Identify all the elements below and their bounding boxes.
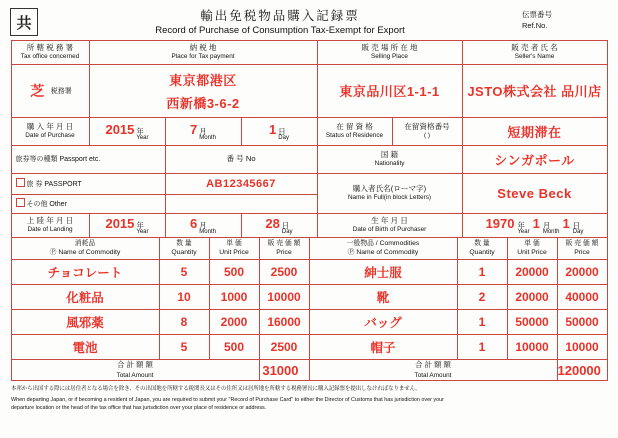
commodities-table [11,237,608,382]
general-qty-1: 2 [457,285,507,310]
passport-header-row [11,145,607,173]
purchaser-section-table [11,117,608,238]
birth-day-value: 1 [562,215,570,231]
general-price-2: 50000 [557,310,607,335]
consumable-name-3: 電池 [11,335,159,360]
cell-landing-year: 2015 年 Year [89,213,165,237]
cell-passport-number-label: 番 号 No [165,145,317,173]
cell-birth-label: 生 年 月 日 Date of Birth of Purchaser [317,213,462,237]
cell-general-label: 一般物品 / Commodities Ⓟ Name of Commodity [309,237,457,260]
cell-purchase-month: 7 月 Month [165,117,241,145]
consumable-qty-1: 10 [159,285,209,310]
cell-tax-office-label: 所 轄 税 務 署 Tax office concerned [11,41,89,65]
birth-year-value: 1970 [485,215,515,231]
cell-birth-value: 1970 年 Year 1 月 Month 1 日 Day [462,213,607,237]
consumable-price-1: 10000 [259,285,309,310]
name-in-full-value: Steve Beck [497,185,572,201]
general-qty-2: 1 [457,310,507,335]
consumable-name-2: 風邪薬 [11,310,159,335]
seller-section-table [11,40,608,118]
tax-office-value: 芝 [30,82,45,99]
table-row [11,260,607,285]
cell-place-label: 納 税 地 Place for Tax payment [89,41,317,65]
general-total-value: 120000 [557,360,607,381]
cell-passport-row-label: 旅 券 PASSPORT [11,173,165,194]
general-name-1: 靴 [309,285,457,310]
cell-seller-name-label: 販 売 者 氏 名 Seller's Name [462,41,607,65]
ref-label-en: Ref.No. [522,21,548,31]
purchase-day-value: 1 [269,121,277,137]
general-price-0: 20000 [557,260,607,285]
cell-general-total-label: 合 計 額 額 Total Amount [309,360,557,381]
footnote-en-line1: When departing Japan, or if becoming a resident of Japan, you are required to submit your "Record of Purchase Card" to either the Director of Customs that has jurisdiction over your [11,396,444,403]
table-row [11,310,607,335]
general-name-3: 帽子 [309,335,457,360]
landing-day-value: 28 [265,215,280,231]
consumable-name-0: チョコレート [11,260,159,285]
kyo-seal-icon: 共 [10,8,38,36]
document-header [0,0,618,38]
cell-selling-place-label: 販 売 場 所 在 地 Selling Place [317,41,462,65]
cell-general-price-label: 販 売 価 額 Price [557,237,607,260]
footnote-jp: 本邦から出国する際には居住者となる場合を除き、その出国地を所轄する税関長又はその住所又は居所地を所轄する税務署長に購入記録票を提出しなければなりません。 [11,386,421,393]
cell-status-number-label: 在留資格番号 ( ) [392,117,462,145]
landing-birth-row [11,213,607,237]
selling-place-value: 東京品川区1-1-1 [339,84,440,100]
taxpayer-suffix-label: 税務署 [50,87,72,95]
cell-nationality-label: 国 籍 Nationality [317,145,462,173]
seller-value-row [11,64,607,117]
cell-consumables-unit-label: 単 価 Unit Price [209,237,259,260]
cell-name-full-label: 購入者氏名(ローマ字) Name in Full(in block Letters) [317,173,462,213]
totals-row [11,360,607,381]
cell-passport-kind-label: 旅券等の種類 Passport etc. [11,145,165,173]
general-unit-1: 20000 [507,285,557,310]
title-block [38,6,522,36]
cell-status-label: 在 留 資 格 Status of Residence [317,117,392,145]
cell-consumables-price-label: 販 売 価 額 Price [259,237,309,260]
cell-landing-day: 28 日 Day [241,213,317,237]
consumable-qty-2: 8 [159,310,209,335]
general-unit-0: 20000 [507,260,557,285]
cell-general-unit-label: 単 価 Unit Price [507,237,557,260]
other-checkbox[interactable] [16,198,25,207]
landing-year-value: 2015 [105,215,135,231]
cell-passport-number-value [165,173,317,194]
general-unit-2: 50000 [507,310,557,335]
reference-number-block [522,6,608,32]
cell-place-value [89,64,317,117]
general-price-3: 10000 [557,335,607,360]
passport-checkbox[interactable] [16,178,25,187]
footnote-block [11,385,607,411]
table-row [11,285,607,310]
general-qty-3: 1 [457,335,507,360]
place-value-line1: 東京都港区 [169,72,237,88]
cell-consumables-label: 消耗品 Ⓟ Name of Commodity [11,237,159,260]
consumable-unit-0: 500 [209,260,259,285]
general-name-0: 紳士服 [309,260,457,285]
cell-tax-office-value [11,64,89,117]
consumable-price-2: 16000 [259,310,309,335]
seller-header-row [11,41,607,65]
table-row [11,335,607,360]
consumable-unit-1: 1000 [209,285,259,310]
footnote-en-line2: departure location or the head of the tax office that has jurisdiction over your place of residence or address. [11,404,267,411]
consumable-price-0: 2500 [259,260,309,285]
consumable-qty-3: 5 [159,335,209,360]
landing-month-value: 6 [190,215,198,231]
cell-consumables-qty-label: 数 量 Quantity [159,237,209,260]
purchase-year-value: 2015 [105,121,135,137]
cell-nationality-value [462,145,607,173]
consumable-price-3: 2500 [259,335,309,360]
ref-label-jp: 伝票番号 [522,10,552,19]
nationality-value: シンガポール [494,152,575,168]
cell-other-value [165,194,317,213]
purchase-month-value: 7 [190,121,198,137]
cell-status-value [462,117,607,145]
passport-value-row [11,173,607,194]
cell-landing-label: 上 陸 年 月 日 Date of Landing [11,213,89,237]
cell-consumables-total-label: 合 計 額 額 Total Amount [11,360,259,381]
document-title-en: Record of Purchase of Consumption Tax-Exempt for Export [155,25,405,36]
consumable-unit-3: 500 [209,335,259,360]
general-qty-0: 1 [457,260,507,285]
purchase-date-row [11,117,607,145]
seller-name-value: JSTO株式会社 品川店 [467,84,602,100]
cell-purchase-date-label: 購 入 年 月 日 Date of Purchase [11,117,89,145]
consumable-name-1: 化粧品 [11,285,159,310]
consumables-total-value: 31000 [259,360,309,381]
cell-selling-place-value [317,64,462,117]
cell-seller-name-value [462,64,607,117]
cell-purchase-year: 2015 年 Year [89,117,165,145]
general-unit-3: 10000 [507,335,557,360]
commodities-header-row [11,237,607,260]
document-title-jp: 輸出免税物品購入記録票 [200,9,360,23]
cell-name-full-value [462,173,607,213]
cell-purchase-day: 1 日 Day [241,117,317,145]
general-name-2: バッグ [309,310,457,335]
general-price-1: 40000 [557,285,607,310]
cell-landing-month: 6 月 Month [165,213,241,237]
birth-month-value: 1 [532,215,540,231]
place-value-line2: 西新橋3-6-2 [166,95,240,111]
status-of-residence-value: 短期滞在 [507,124,562,140]
consumable-qty-0: 5 [159,260,209,285]
consumable-unit-2: 2000 [209,310,259,335]
passport-number-value: AB12345667 [206,177,276,190]
cell-general-qty-label: 数 量 Quantity [457,237,507,260]
cell-other-label: その他 Other [11,194,165,213]
